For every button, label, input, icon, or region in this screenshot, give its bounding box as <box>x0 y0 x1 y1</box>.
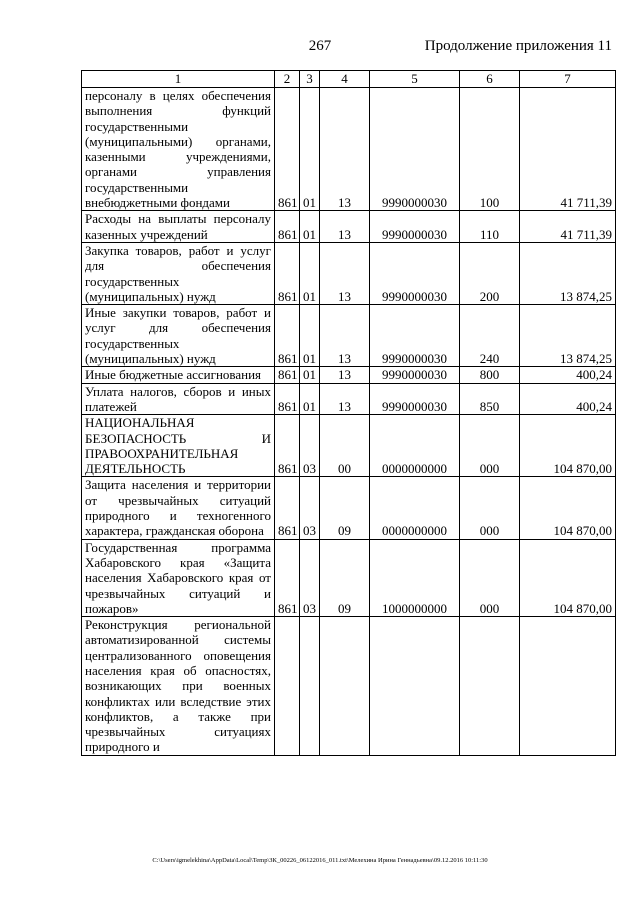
table-header-row <box>82 71 616 88</box>
row-code-section: 03 <box>300 539 320 616</box>
column-header: 1 <box>82 71 275 88</box>
row-code-ministry <box>275 617 300 756</box>
row-code-subsection: 13 <box>320 367 370 383</box>
row-code-ministry: 861 <box>275 88 300 211</box>
table-row <box>82 88 616 211</box>
row-code-section: 03 <box>300 415 320 477</box>
row-code-target: 9990000030 <box>370 242 460 304</box>
row-code-ministry: 861 <box>275 415 300 477</box>
row-amount: 400,24 <box>520 383 616 415</box>
row-code-subsection: 13 <box>320 305 370 367</box>
row-name: Расходы на выплаты персоналу казенных учреждений <box>82 211 275 243</box>
row-code-subsection <box>320 617 370 756</box>
row-code-subsection: 13 <box>320 88 370 211</box>
row-code-target: 9990000030 <box>370 88 460 211</box>
row-name: Закупка товаров, работ и услуг для обеспечения государственных (муниципальных) нужд <box>82 242 275 304</box>
column-header: 4 <box>320 71 370 88</box>
table-row <box>82 477 616 539</box>
row-code-ministry: 861 <box>275 211 300 243</box>
row-code-expense-type: 110 <box>460 211 520 243</box>
row-code-subsection: 00 <box>320 415 370 477</box>
table-row <box>82 539 616 616</box>
document-footer-path: C:\Users\igmelekhina\AppData\Local\Temp\ЗК_00226_06122016_011.txt\Мелехина Ирина Геннадьевна\09.12.2016 10:11:30 <box>152 857 488 864</box>
table-row <box>82 367 616 383</box>
row-name: Иные закупки товаров, работ и услуг для обеспечения государственных (муниципальных) нужд <box>82 305 275 367</box>
row-code-target: 9990000030 <box>370 305 460 367</box>
row-code-target: 0000000000 <box>370 477 460 539</box>
row-code-expense-type: 800 <box>460 367 520 383</box>
row-code-subsection: 13 <box>320 383 370 415</box>
row-name: Иные бюджетные ассигнования <box>82 367 275 383</box>
row-amount: 13 874,25 <box>520 242 616 304</box>
appendix-continuation-note: Продолжение приложения 11 <box>424 38 612 54</box>
row-code-ministry: 861 <box>275 367 300 383</box>
row-code-section: 01 <box>300 211 320 243</box>
row-code-expense-type: 100 <box>460 88 520 211</box>
row-amount: 41 711,39 <box>520 211 616 243</box>
row-code-section: 01 <box>300 242 320 304</box>
row-code-expense-type: 200 <box>460 242 520 304</box>
row-name: НАЦИОНАЛЬНАЯ БЕЗОПАСНОСТЬ И ПРАВООХРАНИТЕЛЬНАЯ ДЕЯТЕЛЬНОСТЬ <box>82 415 275 477</box>
row-code-section: 01 <box>300 305 320 367</box>
row-code-target: 9990000030 <box>370 211 460 243</box>
row-code-target: 9990000030 <box>370 367 460 383</box>
row-code-expense-type: 000 <box>460 539 520 616</box>
column-header: 2 <box>275 71 300 88</box>
table-row <box>82 617 616 756</box>
row-code-section: 01 <box>300 367 320 383</box>
row-code-section: 03 <box>300 477 320 539</box>
row-name: Защита населения и территории от чрезвычайных ситуаций природного и техногенного характера, гражданская оборона <box>82 477 275 539</box>
row-name: Уплата налогов, сборов и иных платежей <box>82 383 275 415</box>
table-row <box>82 242 616 304</box>
row-amount <box>520 617 616 756</box>
row-code-target: 1000000000 <box>370 539 460 616</box>
column-header: 5 <box>370 71 460 88</box>
table-row <box>82 415 616 477</box>
row-code-section <box>300 617 320 756</box>
row-amount: 400,24 <box>520 367 616 383</box>
row-code-expense-type: 000 <box>460 415 520 477</box>
row-amount: 41 711,39 <box>520 88 616 211</box>
row-code-ministry: 861 <box>275 477 300 539</box>
row-code-ministry: 861 <box>275 242 300 304</box>
row-name: персоналу в целях обеспечения выполнения функций государственными (муниципальными) органами, казенными учреждениями, органами управления государственными внебюджетными фондами <box>82 88 275 211</box>
row-code-target: 0000000000 <box>370 415 460 477</box>
row-code-section: 01 <box>300 383 320 415</box>
row-code-section: 01 <box>300 88 320 211</box>
row-code-target <box>370 617 460 756</box>
row-code-ministry: 861 <box>275 305 300 367</box>
row-code-subsection: 09 <box>320 477 370 539</box>
column-header: 6 <box>460 71 520 88</box>
row-code-expense-type: 000 <box>460 477 520 539</box>
row-code-expense-type: 240 <box>460 305 520 367</box>
column-header: 3 <box>300 71 320 88</box>
row-name: Государственная программа Хабаровского края «Защита населения Хабаровского края от чрезвычайных ситуаций и пожаров» <box>82 539 275 616</box>
budget-table <box>81 70 616 756</box>
row-code-expense-type: 850 <box>460 383 520 415</box>
row-code-ministry: 861 <box>275 539 300 616</box>
table-row <box>82 211 616 243</box>
page-number: 267 <box>308 38 332 54</box>
row-code-subsection: 13 <box>320 211 370 243</box>
column-header: 7 <box>520 71 616 88</box>
row-amount: 13 874,25 <box>520 305 616 367</box>
row-amount: 104 870,00 <box>520 539 616 616</box>
row-code-target: 9990000030 <box>370 383 460 415</box>
row-amount: 104 870,00 <box>520 477 616 539</box>
row-code-subsection: 09 <box>320 539 370 616</box>
table-row <box>82 383 616 415</box>
row-amount: 104 870,00 <box>520 415 616 477</box>
row-name: Реконструкция региональной автоматизированной системы централизованного оповещения населения края об опасностях, возникающих при военных конфликтах или вследствие этих конфликтов, а также при чрезвычайных ситуациях природного и <box>82 617 275 756</box>
table-row <box>82 305 616 367</box>
row-code-expense-type <box>460 617 520 756</box>
row-code-subsection: 13 <box>320 242 370 304</box>
row-code-ministry: 861 <box>275 383 300 415</box>
